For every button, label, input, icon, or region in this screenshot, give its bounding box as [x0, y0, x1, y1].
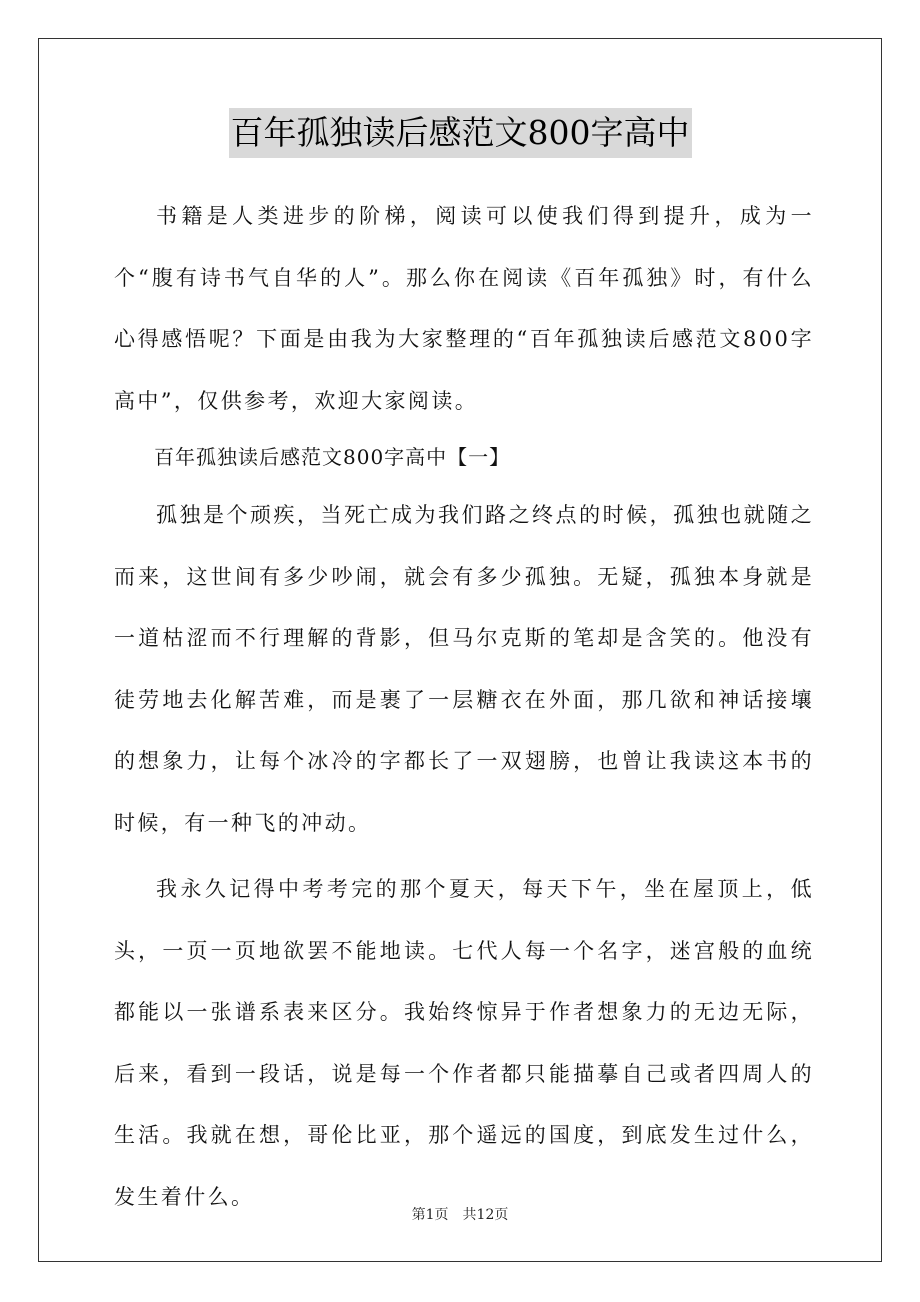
body-paragraph-2: 我永久记得中考考完的那个夏天，每天下午，坐在屋顶上，低头，一页一页地欲罢不能地读。七代人每一个名字，迷宫般的血统都能以一张谱系表来区分。我始终惊异于作者想象力的无边无际，后来，看到一段话，说是每一个作者都只能描摹自己或者四周人的生活。我就在想，哥伦比亚，那个遥远的国度，到底发生过什么，发生着什么。 — [114, 877, 814, 1209]
page-footer — [0, 1204, 920, 1224]
document-title: 百年孤独读后感范文800字高中 — [229, 108, 692, 158]
title-container — [0, 108, 920, 158]
body-paragraph-1: 孤独是个顽疾，当死亡成为我们路之终点的时候，孤独也就随之而来，这世间有多少吵闹，就会有多少孤独。无疑，孤独本身就是一道枯涩而不行理解的背影，但马尔克斯的笔却是含笑的。他没有徒劳地去化解苦难，而是裹了一层糖衣在外面，那几欲和神话接壤的想象力，让每个冰冷的字都长了一双翅膀，也曾让我读这本书的时候，有一种飞的冲动。 — [114, 503, 814, 835]
section-heading: 百年孤独读后感范文800字高中【一】 — [154, 445, 511, 469]
intro-paragraph: 书籍是人类进步的阶梯，阅读可以使我们得到提升，成为一个“腹有诗书气自华的人”。那么你在阅读《百年孤独》时，有什么心得感悟呢？下面是由我为大家整理的“百年孤独读后感范文800字高中”，仅供参考，欢迎大家阅读。 — [114, 204, 814, 413]
document-body — [114, 186, 814, 1228]
page-total: 共12页 — [462, 1207, 509, 1223]
page-number: 第1页 — [411, 1207, 449, 1223]
